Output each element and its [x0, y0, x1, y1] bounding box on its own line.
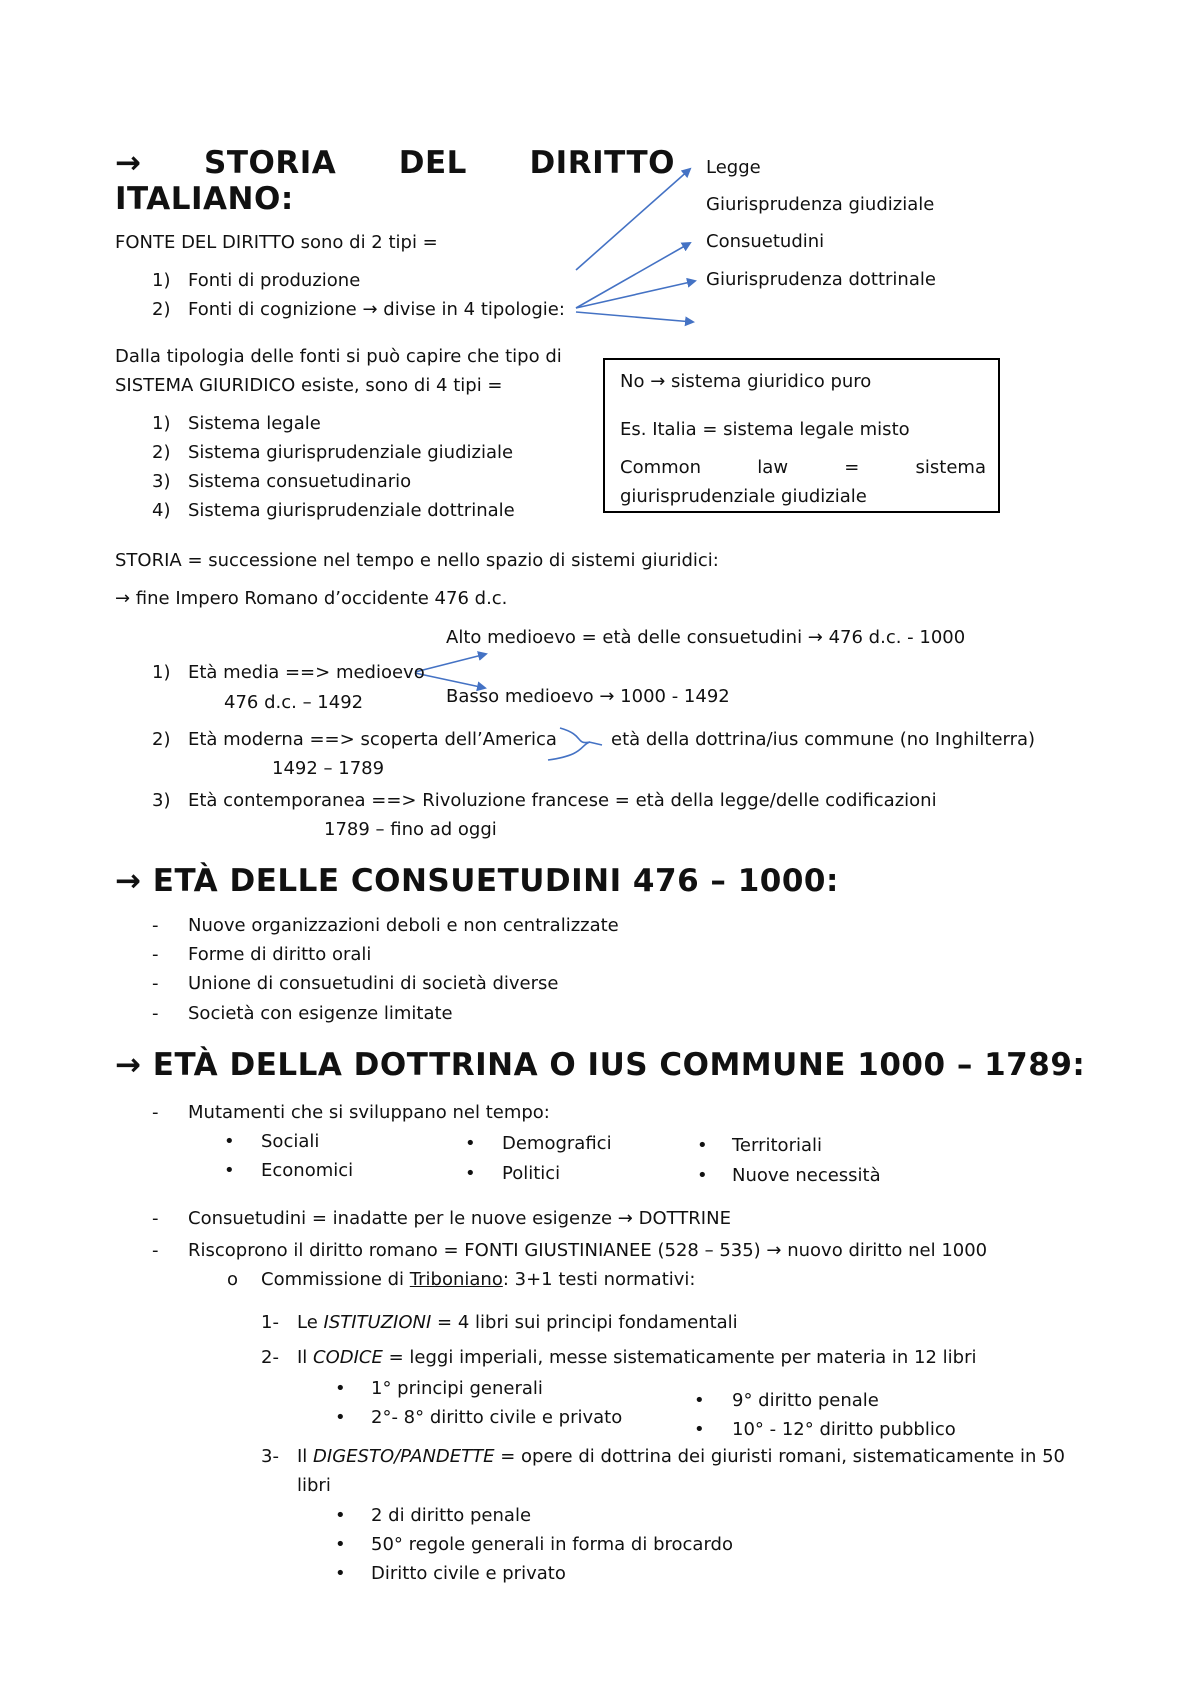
mutamento-nuove-necessita: Nuove necessità: [732, 1165, 881, 1186]
testo-2-pre: Il: [297, 1347, 314, 1368]
riscoprono-diritto-romano: Riscoprono il diritto romano = FONTI GIUSTINIANEE (528 – 535) → nuovo diritto nel 1000: [188, 1240, 988, 1261]
circle-bullet: o: [227, 1269, 239, 1290]
bullet: •: [335, 1505, 346, 1526]
mutamento-territoriali: Territoriali: [732, 1135, 822, 1156]
eta-contemporanea-num: 3): [152, 790, 171, 811]
box-line3-word4: sistema: [915, 457, 986, 478]
testo-istituzioni: [297, 1312, 738, 1334]
sistema-item-3: Sistema consuetudinario: [188, 471, 412, 492]
eta-moderna-date: 1492 – 1789: [272, 758, 385, 779]
fonte-intro: FONTE DEL DIRITTO sono di 2 tipi =: [115, 232, 438, 253]
dash-3: -: [152, 973, 159, 994]
arrow-legge: [576, 169, 690, 270]
box-line1: No → sistema giuridico puro: [620, 371, 872, 392]
title-word-storia: STORIA: [204, 145, 337, 181]
box-line3-word1: Common: [620, 457, 702, 478]
eta-media-date: 476 d.c. – 1492: [224, 692, 364, 713]
testo-digesto: [297, 1446, 1065, 1468]
testo-1-post: = 4 libri sui principi fondamentali: [431, 1312, 738, 1333]
type-giurisprudenza-dottrinale: Giurisprudenza dottrinale: [706, 269, 936, 290]
sistema-item-2: Sistema giurisprudenziale giudiziale: [188, 442, 514, 463]
box-line3-word3: =: [844, 457, 860, 478]
testo-codice: [297, 1347, 977, 1369]
tipologia-line1: Dalla tipologia delle fonti si può capire che tipo di: [115, 346, 562, 367]
digesto-item-3: Diritto civile e privato: [371, 1563, 566, 1584]
page-title-line2: ITALIANO:: [115, 181, 294, 217]
bullet: •: [697, 1165, 708, 1186]
eta-dottrina-note: età della dottrina/ius commune (no Inghilterra): [611, 729, 1036, 750]
alto-medioevo: Alto medioevo = età delle consuetudini → 476 d.c. - 1000: [446, 627, 966, 648]
dash-6: -: [152, 1208, 159, 1229]
consuetudini-item-3: Unione di consuetudini di società diverse: [188, 973, 559, 994]
box-line4: giurisprudenziale giudiziale: [620, 486, 867, 507]
codice-item-1: 1° principi generali: [371, 1378, 543, 1399]
testo-2-title: CODICE: [313, 1347, 383, 1368]
testo-3-pre: Il: [297, 1446, 314, 1467]
bullet: •: [224, 1160, 235, 1181]
heading-consuetudini: → ETÀ DELLE CONSUETUDINI 476 – 1000:: [115, 863, 839, 899]
arrow-empty: [576, 312, 693, 322]
page-title: [115, 145, 675, 181]
type-legge: Legge: [706, 157, 761, 178]
bullet: •: [335, 1563, 346, 1584]
testo-3-num: 3-: [261, 1446, 279, 1467]
mutamento-sociali: Sociali: [261, 1131, 320, 1152]
basso-medioevo: Basso medioevo → 1000 - 1492: [446, 686, 730, 707]
consuetudini-item-2: Forme di diritto orali: [188, 944, 372, 965]
dash-1: -: [152, 915, 159, 936]
sistema-num-1: 1): [152, 413, 171, 434]
box-line3: [620, 457, 986, 479]
title-arrow: →: [115, 145, 142, 181]
sistema-item-4: Sistema giurisprudenziale dottrinale: [188, 500, 515, 521]
fonte-item-2: Fonti di cognizione → divise in 4 tipologie:: [188, 299, 565, 320]
arrow-alto-medioevo: [415, 654, 486, 672]
mutamento-demografici: Demografici: [502, 1133, 612, 1154]
type-consuetudini: Consuetudini: [706, 231, 825, 252]
eta-contemporanea: Età contemporanea ==> Rivoluzione francese = età della legge/delle codificazioni: [188, 790, 937, 811]
arrow-consuetudini: [576, 243, 690, 308]
digesto-item-2: 50° regole generali in forma di brocardo: [371, 1534, 733, 1555]
commissione-pre: Commissione di: [261, 1269, 410, 1290]
mutamento-economici: Economici: [261, 1160, 354, 1181]
eta-moderna: Età moderna ==> scoperta dell’America: [188, 729, 557, 750]
sistema-num-2: 2): [152, 442, 171, 463]
eta-media-num: 1): [152, 662, 171, 683]
dash-7: -: [152, 1240, 159, 1261]
bullet: •: [697, 1135, 708, 1156]
codice-item-4: 10° - 12° diritto pubblico: [732, 1419, 956, 1440]
sistema-num-4: 4): [152, 500, 171, 521]
fonte-num-2: 2): [152, 299, 171, 320]
consuetudini-inadatte: Consuetudini = inadatte per le nuove esigenze → DOTTRINE: [188, 1208, 731, 1229]
eta-contemporanea-date: 1789 – fino ad oggi: [324, 819, 497, 840]
dash-4: -: [152, 1003, 159, 1024]
tipologia-line2: SISTEMA GIURIDICO esiste, sono di 4 tipi =: [115, 375, 503, 396]
dash-5: -: [152, 1102, 159, 1123]
bullet: •: [224, 1131, 235, 1152]
commissione-post: : 3+1 testi normativi:: [502, 1269, 696, 1290]
bullet: •: [335, 1378, 346, 1399]
box-line2: Es. Italia = sistema legale misto: [620, 419, 910, 440]
triboniano-name: Triboniano: [409, 1269, 503, 1290]
arrow-dottrinale: [576, 281, 695, 308]
testo-1-title: ISTITUZIONI: [323, 1312, 432, 1333]
storia-definition: STORIA = successione nel tempo e nello spazio di sistemi giuridici:: [115, 550, 719, 571]
title-word-del: DEL: [398, 145, 467, 181]
testo-3-post: = opere di dottrina dei giuristi romani, sistematicamente in 50: [494, 1446, 1066, 1467]
bullet: •: [465, 1163, 476, 1184]
fonte-item-1: Fonti di produzione: [188, 270, 361, 291]
bullet: •: [335, 1407, 346, 1428]
consuetudini-item-4: Società con esigenze limitate: [188, 1003, 453, 1024]
eta-moderna-num: 2): [152, 729, 171, 750]
box-line3-word2: law: [757, 457, 789, 478]
storia-fine-impero: → fine Impero Romano d’occidente 476 d.c.: [115, 588, 508, 609]
codice-item-2: 2°- 8° diritto civile e privato: [371, 1407, 623, 1428]
heading-ius-commune: → ETÀ DELLA DOTTRINA O IUS COMMUNE 1000 – 1789:: [115, 1047, 1086, 1083]
title-word-diritto: DIRITTO: [529, 145, 675, 181]
fonte-num-1: 1): [152, 270, 171, 291]
testo-3-line2: libri: [297, 1475, 331, 1496]
testo-2-num: 2-: [261, 1347, 279, 1368]
mutamenti: Mutamenti che si sviluppano nel tempo:: [188, 1102, 550, 1123]
bullet: •: [694, 1390, 705, 1411]
bullet: •: [694, 1419, 705, 1440]
bullet: •: [465, 1133, 476, 1154]
testo-1-pre: Le: [297, 1312, 324, 1333]
sistema-num-3: 3): [152, 471, 171, 492]
consuetudini-item-1: Nuove organizzazioni deboli e non centralizzate: [188, 915, 619, 936]
dash-2: -: [152, 944, 159, 965]
mutamento-politici: Politici: [502, 1163, 561, 1184]
type-giurisprudenza-giudiziale: Giurisprudenza giudiziale: [706, 194, 935, 215]
digesto-item-1: 2 di diritto penale: [371, 1505, 532, 1526]
testo-1-num: 1-: [261, 1312, 279, 1333]
testo-3-title: DIGESTO/PANDETTE: [313, 1446, 495, 1467]
codice-item-3: 9° diritto penale: [732, 1390, 879, 1411]
bullet: •: [335, 1534, 346, 1555]
commissione-triboniano: [261, 1269, 695, 1291]
testo-2-post: = leggi imperiali, messe sistematicamente per materia in 12 libri: [382, 1347, 977, 1368]
eta-media: Età media ==> medioevo: [188, 662, 425, 683]
sistema-item-1: Sistema legale: [188, 413, 321, 434]
